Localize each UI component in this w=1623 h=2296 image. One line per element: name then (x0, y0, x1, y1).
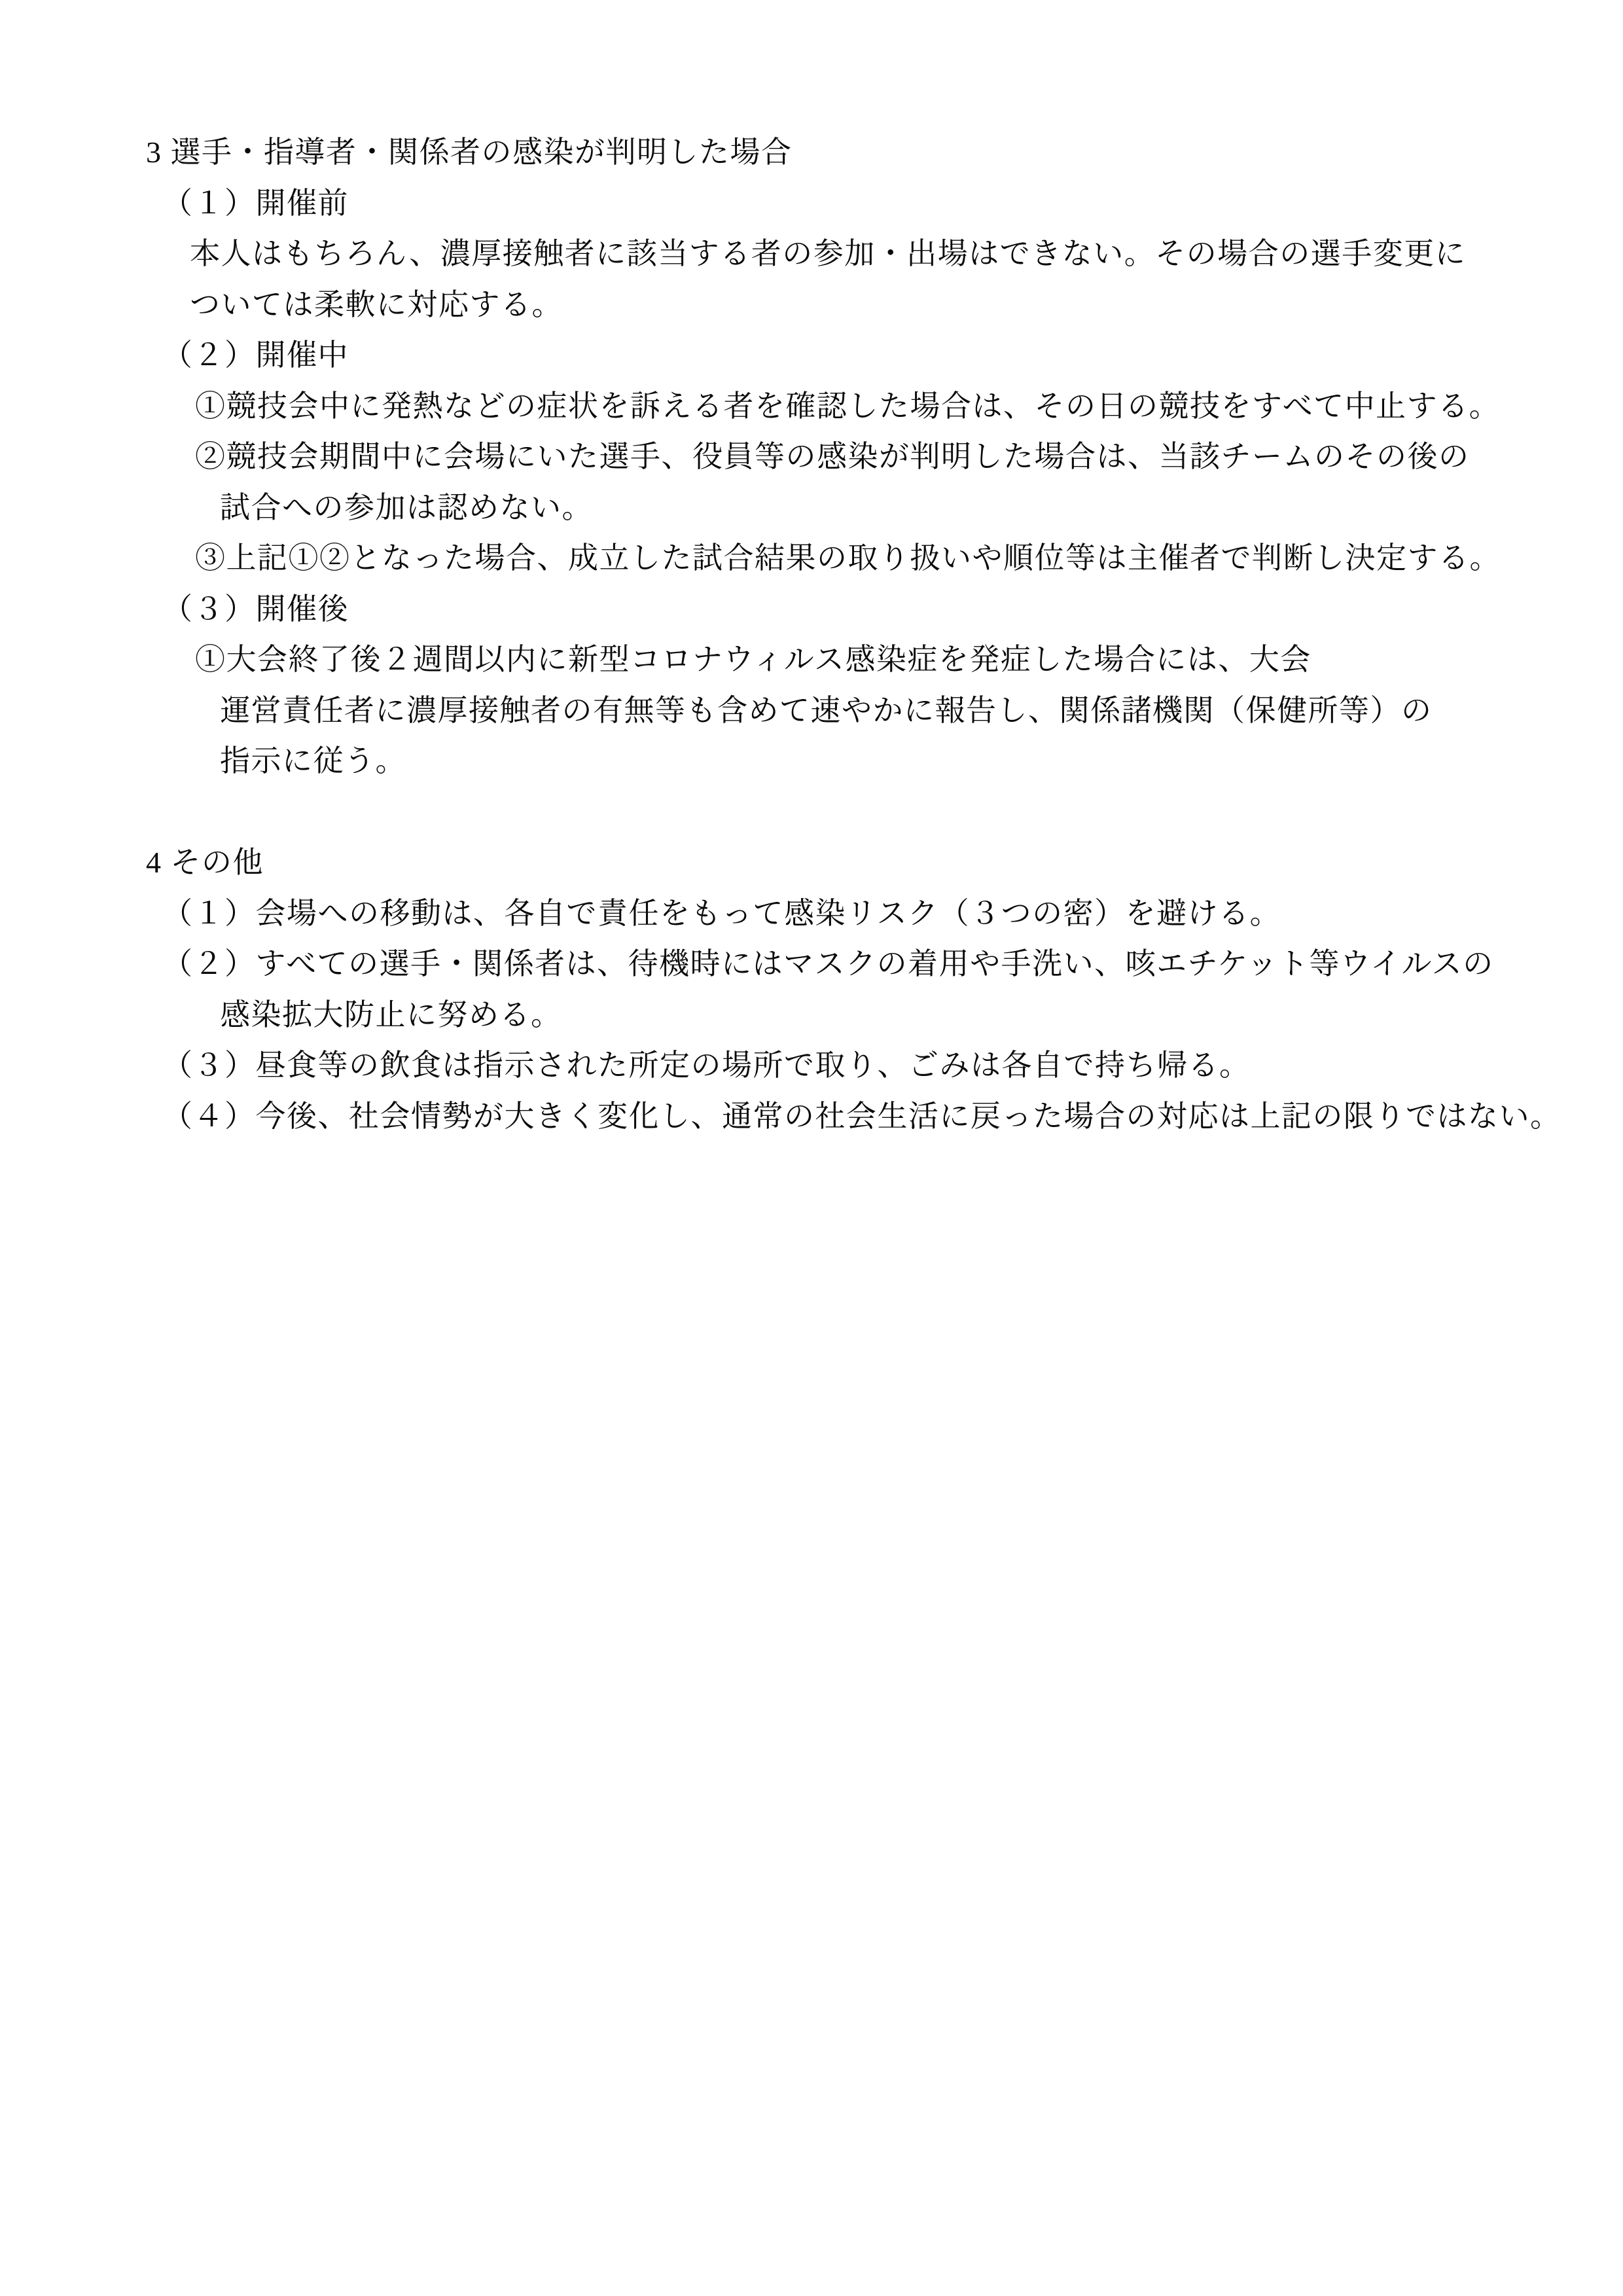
item-3-2-label: （２）開催中 (162, 338, 349, 372)
item-3-1-body-line-1: 本人はもちろん、濃厚接触者に該当する者の参加・出場はできない。その場合の選手変更に (190, 237, 1467, 270)
item-3-2-point-2-cont: 試合への参加は認めない。 (220, 490, 593, 524)
item-3-2-point-1: ①競技会中に発熱などの症状を訴える者を確認した場合は、その日の競技をすべて中止する。 (195, 389, 1501, 423)
item-4-3: （３）昼食等の飲食は指示された所定の場所で取り、ごみは各自で持ち帰る。 (162, 1049, 1251, 1082)
item-4-1: （１）会場への移動は、各自で責任をもって感染リスク（３つの密）を避ける。 (162, 896, 1281, 930)
item-4-2-cont: 感染拡大防止に努める。 (220, 997, 562, 1031)
item-3-3-label: （３）開催後 (162, 592, 349, 626)
item-3-2-point-3: ③上記①②となった場合、成立した試合結果の取り扱いや順位等は主催者で判断し決定する。 (195, 541, 1501, 575)
document-content (0, 0, 1623, 1141)
item-3-1-label: （１）開催前 (162, 186, 349, 220)
item-4-2: （２）すべての選手・関係者は、待機時にはマスクの着用や手洗い、咳エチケット等ウイルスの (162, 947, 1494, 980)
section-heading-3: 3 選手・指導者・関係者の感染が判明した場合 (146, 135, 793, 169)
item-3-1-body-line-2: ついては柔軟に対応する。 (190, 287, 563, 321)
item-3-3-point-1-cont-1: 運営責任者に濃厚接触者の有無等も含めて速やかに報告し、関係諸機関（保健所等）の (220, 693, 1433, 727)
item-4-4: （４）今後、社会情勢が大きく変化し、通常の社会生活に戻った場合の対応は上記の限りではない。 (162, 1099, 1561, 1133)
item-3-3-point-1-cont-2: 指示に従う。 (220, 744, 406, 778)
item-3-2-point-2: ②競技会期間中に会場にいた選手、役員等の感染が判明した場合は、当該チームのその後の (195, 440, 1470, 473)
item-3-3-point-1: ①大会終了後２週間以内に新型コロナウィルス感染症を発症した場合には、大会 (195, 643, 1311, 676)
section-heading-4: 4 その他 (146, 846, 264, 879)
